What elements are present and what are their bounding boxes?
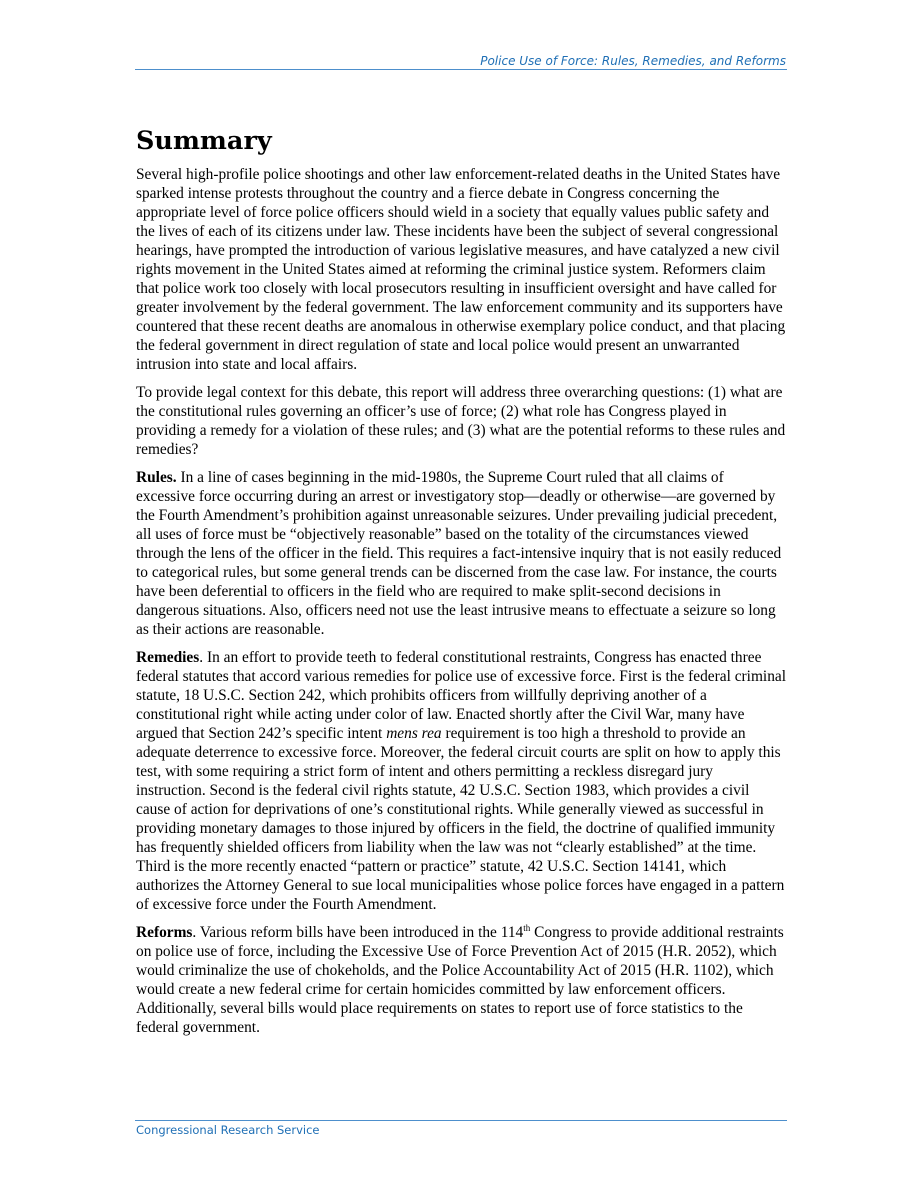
mens-rea-term: mens rea xyxy=(386,725,442,742)
ordinal-superscript: th xyxy=(523,922,531,933)
rules-text: In a line of cases beginning in the mid-1980s, the Supreme Court ruled that all claims of excessive force occurring during an arrest or investigatory stop—deadly or otherwise—are governed by the Fourth Amendment’s prohibition against unreasonable seizures. Under prevailing judicial precedent, all uses of force must be “objectively reasonable” based on the totality of the circumstances viewed through the lens of the officer in the field. This requires a fact-intensive inquiry that is not easily reduced to categorical rules, but some general trends can be discerned from the case law. For instance, the courts have been deferential to officers in the field who are required to make split-second decisions in dangerous situations. Also, officers need not use the least intrusive means to effectuate a seizure so long as their actions are reasonable. xyxy=(136,469,782,638)
footer-org: Congressional Research Service xyxy=(136,1123,320,1137)
intro-paragraph: Several high-profile police shootings and other law enforcement-related deaths in the United States have sparked intense protests throughout the country and a fierce debate in Congress concerning the appropriate level of force police officers should wield in a society that equally values public safety and the lives of each of its citizens under law. These incidents have been the subject of several congressional hearings, have prompted the introduction of various legislative measures, and have catalyzed a new civil rights movement in the United States aimed at reforming the criminal justice system. Reformers claim that police work too closely with local prosecutors resulting in insufficient oversight and have called for greater involvement by the federal government. The law enforcement community and its supporters have countered that these recent deaths are anomalous in otherwise exemplary police conduct, and that placing the federal government in direct regulation of state and local police would present an unwarranted intrusion into state and local affairs. xyxy=(136,166,786,373)
context-paragraph: To provide legal context for this debate, this report will address three overarching questions: (1) what are the constitutional rules governing an officer’s use of force; (2) what role has Congress played in providing a remedy for a violation of these rules; and (3) what are the potential reforms to these rules and remedies? xyxy=(136,384,786,458)
reforms-text-a: . Various reform bills have been introduced in the 114 xyxy=(192,924,524,941)
rules-label: Rules. xyxy=(136,469,177,486)
footer-divider xyxy=(135,1120,787,1121)
remedies-text-b: requirement is too high a threshold to provide an adequate deterrence to excessive force. Moreover, the federal circuit courts are split on how to apply this test, with some requiring a strict form of intent and others permitting a reckless disregard jury instruction. Second is the federal civil rights statute, 42 U.S.C. Section 1983, which provides a civil cause of action for deprivations of one’s constitutional rights. While generally viewed as successful in providing monetary damages to those injured by officers in the field, the doctrine of qualified immunity has frequently shielded officers from liability when the law was not “clearly established” at the time. Third is the more recently enacted “pattern or practice” statute, 42 U.S.C. Section 14141, which authorizes the Attorney General to sue local municipalities whose police forces have engaged in a pattern of excessive force under the Fourth Amendment. xyxy=(136,725,785,913)
section-heading: Summary xyxy=(136,126,272,156)
reforms-paragraph xyxy=(136,923,786,1037)
reforms-text-b: Congress to provide additional restraints on police use of force, including the Excessive Use of Force Prevention Act of 2015 (H.R. 2052), which would criminalize the use of chokeholds, and the Police Accountability Act of 2015 (H.R. 1102), which would create a new federal crime for certain homicides committed by law enforcement officers. Additionally, several bills would place requirements on states to report use of force statistics to the federal government. xyxy=(136,924,784,1036)
remedies-label: Remedies xyxy=(136,649,200,666)
header-divider xyxy=(135,69,787,70)
rules-paragraph xyxy=(136,468,786,639)
remedies-paragraph xyxy=(136,648,786,914)
running-header: Police Use of Force: Rules, Remedies, and Reforms xyxy=(480,54,786,68)
summary-section xyxy=(136,124,786,1046)
remedies-text-a: . In an effort to provide teeth to federal constitutional restraints, Congress has enacted three federal statutes that accord various remedies for police use of excessive force. First is the federal criminal statute, 18 U.S.C. Section 242, which prohibits officers from willfully depriving another of a constitutional right while acting under color of law. Enacted shortly after the Civil War, many have argued that Section 242’s specific intent xyxy=(136,649,786,742)
reforms-label: Reforms xyxy=(136,924,193,941)
